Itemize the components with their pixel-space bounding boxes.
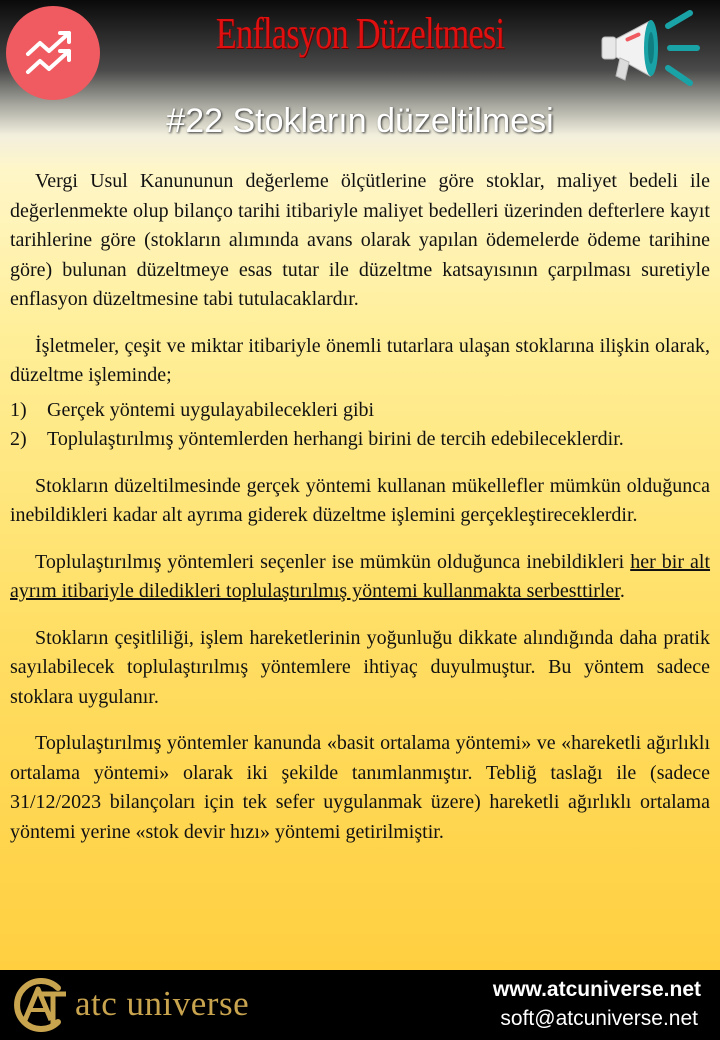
megaphone-icon: [598, 10, 702, 92]
article-body: [10, 167, 710, 847]
paragraph-4-end: .: [619, 580, 625, 602]
list-item-number: 2): [10, 428, 27, 450]
paragraph-1: Vergi Usul Kanununun değerleme ölçütlerine göre stoklar, maliyet bedeli ile değerlenmekte olup bilanço tarihi itibariyle maliyet bedelleri üzerinden defterlere kayıt tarihlerine göre (stokların alımında avans olarak yapılan ödemelerde ödeme tarihine göre) bulunan düzeltmeye esas tutar ile düzeltme katsayısının çarpılması suretiyle enflasyon düzeltmesine tabi tutulacaklardır.: [10, 170, 710, 310]
list-item-number: 1): [10, 398, 27, 421]
paragraph-2: İşletmeler, çeşit ve miktar itibariyle önemli tutarlara ulaşan stoklarına ilişkin olarak, düzeltme işleminde;: [10, 334, 710, 386]
paragraph-6: Toplulaştırılmış yöntemler kanunda «basit ortalama yöntemi» ve «hareketli ağırlıklı ortalama yöntemi» olarak iki şekilde tanımlanmıştır. Tebliğ taslağı ile (sadece 31/12/2023 bilançoları için tek sefer uygulanmak üzere) hareketli ağırlıklı ortalama yöntemi yerine «stok devir hızı» yöntemi getirilmiştir.: [10, 732, 710, 843]
list-item-text: Gerçek yöntemi uygulayabilecekleri gibi: [47, 398, 375, 421]
website-link[interactable]: www.atcuniverse.net: [492, 978, 701, 1001]
paragraph-4: [10, 548, 710, 607]
list-item-text: Toplulaştırılmış yöntemlerden herhangi birini de tercih edebileceklerdir.: [47, 428, 624, 450]
paragraph-4-start: Toplulaştırılmış yöntemleri seçenler ise mümkün olduğunca inebildikleri: [35, 550, 631, 573]
page-title: Enflasyon Düzeltmesi: [215, 9, 505, 58]
paragraph-5: Stokların çeşitliliği, işlem hareketlerinin yoğunluğu dikkate alındığında daha pratik sayılabilecek toplulaştırılmış yöntemlere ihtiyaç duyulmuştur. Bu yöntem sadece stoklara uygulanır.: [10, 626, 710, 708]
atc-logo-icon: [8, 973, 72, 1037]
page-subtitle: #22 Stokların düzeltilmesi: [166, 102, 554, 140]
brand-name: atc universe: [75, 984, 250, 1023]
email-link[interactable]: soft@atcuniverse.net: [500, 1007, 698, 1030]
list-item: [10, 396, 710, 426]
options-list: [10, 396, 710, 455]
footer: [0, 970, 720, 1040]
paragraph-3: Stokların düzeltilmesinde gerçek yöntemi kullanan mükellefler mümkün olduğunca inebildikleri kadar alt ayrıma giderek düzeltme işlemini gerçekleştireceklerdir.: [10, 474, 710, 526]
paragraph-4-underlined: her bir alt ayrım itibariyle diledikleri toplulaştırılmış yöntemi kullanmakta serbesttirler: [10, 550, 711, 602]
list-item: [10, 425, 710, 455]
